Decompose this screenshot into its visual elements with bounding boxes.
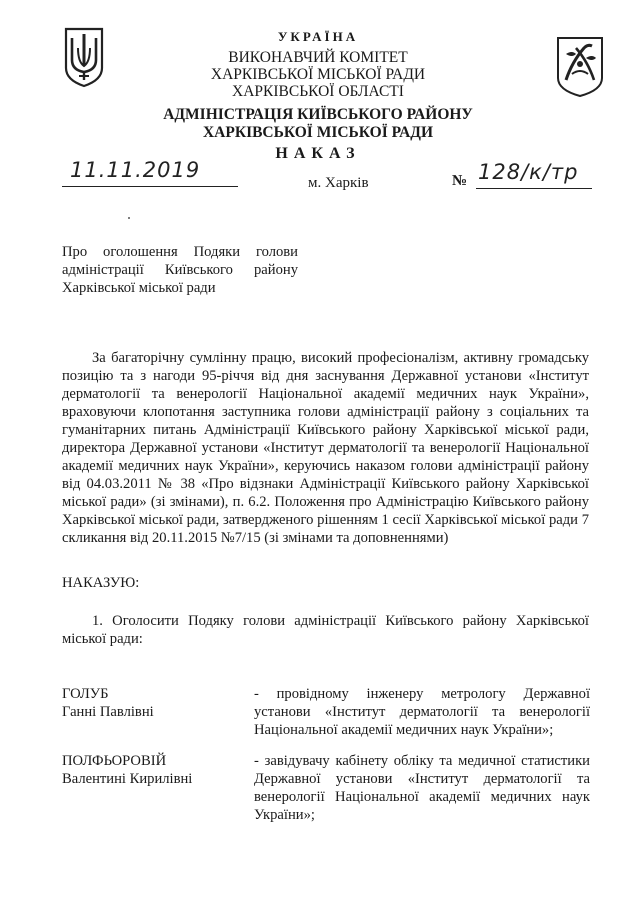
- awardee-surname: ГОЛУБ: [62, 686, 109, 702]
- order-subject: Про оголошення Подяки голови адміністрації Київського району Харківської міської ради: [62, 244, 298, 296]
- preamble-paragraph: За багаторічну сумлінну працю, високий професіоналізм, активну громадську позицію та з нагоди 95-річчя від дня заснування Державної установи «Інститут дерматології та венерології Національної академії медичних наук України», враховуючи клопотання заступника голови адміністрації району з соціальних та гуманітарних питань Адміністрації Київського району Харківської міської ради, директора Державної установи «Інститут дерматології та венерології Національної академії медичних наук України», керуючись наказом голови адміністрації району від 04.03.2011 № 38 «Про відзнаки Адміністрації Київського району Харківської міської ради» (зі змінами), п. 6.2. Положення про Адміністрацію Київського району Харківської міської ради, затвердженого рішенням 1 сесії Харківської міської ради 7 скликання від 20.11.2015 №7/15 (зі змінами та доповненнями): [62, 350, 589, 546]
- number-label: №: [452, 173, 468, 189]
- committee-line-2: ХАРКІВСЬКОЇ МІСЬКОЇ РАДИ: [210, 66, 426, 83]
- order-word: НАКАЗУЮ:: [62, 575, 140, 591]
- order-item-1: 1. Оголосити Подяку голови адміністрації Київського району Харківської міської ради:: [62, 613, 589, 647]
- document-city: м. Харків: [308, 175, 369, 191]
- awardee-position: - завідувачу кабінету обліку та медичної статистики Державної установи «Інститут дерматології та венерології Національної академії медичних наук України»;: [254, 753, 590, 823]
- awardee-name: [62, 752, 242, 788]
- awardee-position: - провідному інженеру метрологу Державної установи «Інститут дерматології та венерології Національної академії медичних наук України»;: [254, 686, 590, 738]
- document-number: 128/к/тр: [478, 160, 579, 184]
- document-date: 11.11.2019: [70, 158, 201, 182]
- country-title: УКРАЇНА: [277, 29, 359, 44]
- administration-line-1: АДМІНІСТРАЦІЯ КИЇВСЬКОГО РАЙОНУ: [163, 106, 473, 123]
- committee-line-1: ВИКОНАВЧИЙ КОМІТЕТ: [228, 49, 408, 66]
- committee-line-3: ХАРКІВСЬКОЇ ОБЛАСТІ: [232, 83, 404, 100]
- scan-speck: [128, 217, 130, 219]
- administration-line-2: ХАРКІВСЬКОЇ МІСЬКОЇ РАДИ: [202, 124, 434, 141]
- committee-block: [0, 49, 636, 100]
- awardee-surname: ПОЛФЬОРОВІЙ: [62, 753, 167, 769]
- awardee-given-name: Валентині Кирилівні: [62, 771, 193, 787]
- awardee-given-name: Ганні Павлівні: [62, 704, 154, 720]
- number-underline: [476, 188, 592, 189]
- administration-block: [0, 106, 636, 142]
- awardee-name: [62, 685, 242, 721]
- date-underline: [62, 186, 238, 187]
- document-type: НАКАЗ: [275, 145, 361, 162]
